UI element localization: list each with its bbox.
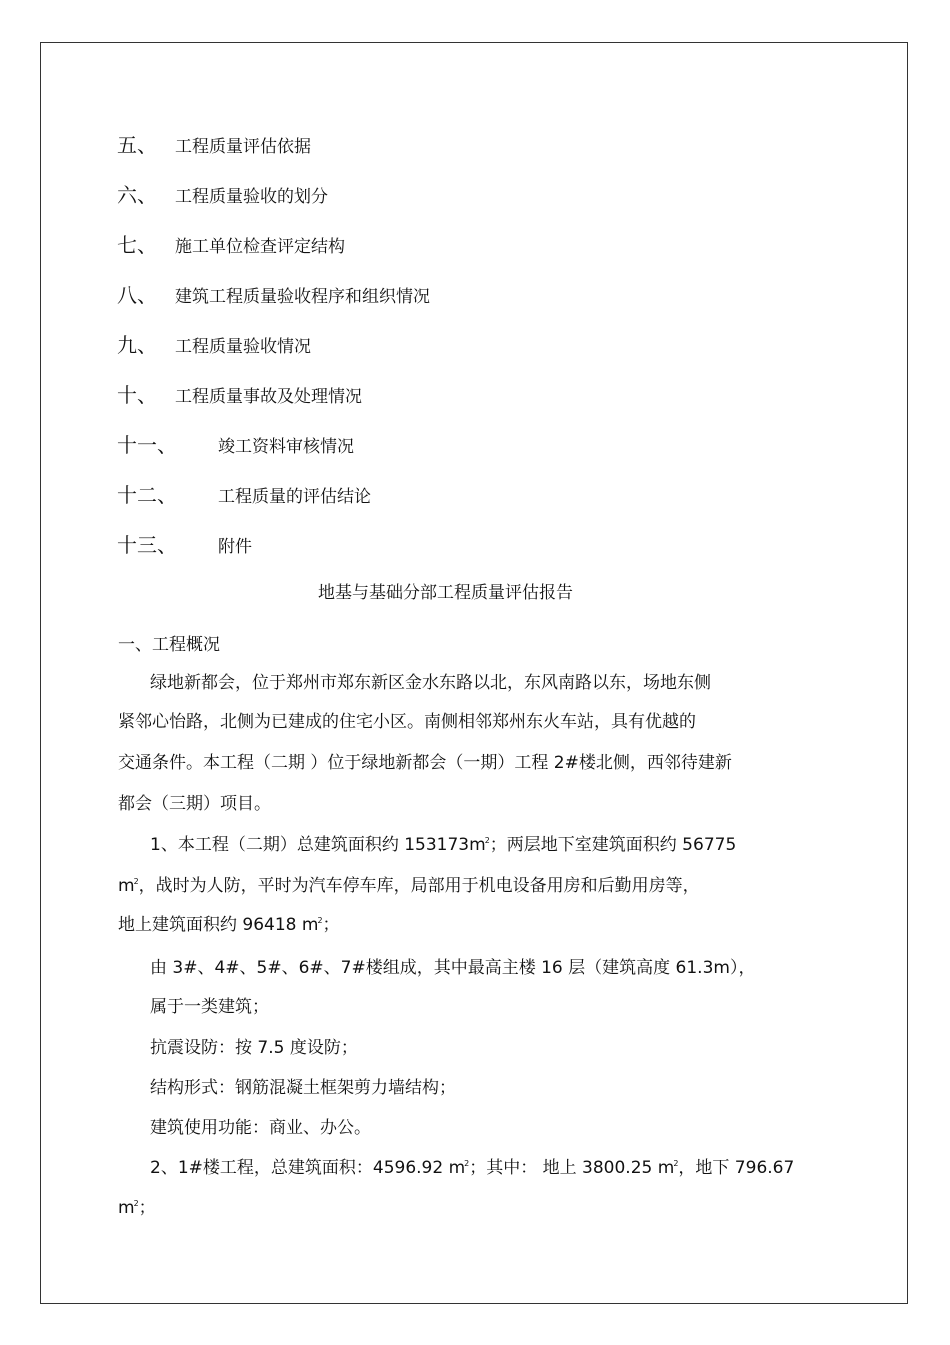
toc-number: 十三、: [117, 533, 177, 557]
item2-above-text: ；其中： 地上 3800.25 m: [469, 1158, 675, 1178]
superscript: 2: [464, 1159, 470, 1168]
item1-above-ground-text: 地上建筑面积约 96418 m: [118, 915, 319, 935]
paragraph-line: [118, 914, 340, 936]
toc-number: 七、: [117, 233, 157, 257]
toc-label: 工程质量验收的划分: [175, 187, 328, 207]
paragraph-line: 绿地新都会，位于郑州市郑东新区金水东路以北，东风南路以东，场地东侧: [150, 673, 711, 693]
paragraph-line: [118, 875, 700, 897]
toc-number: 五、: [117, 133, 157, 157]
punctuation: ；: [322, 915, 340, 935]
toc-number: 八、: [117, 283, 157, 307]
toc-label: 竣工资料审核情况: [218, 437, 354, 457]
structure-line: 结构形式：钢筋混凝土框架剪力墙结构；: [150, 1078, 456, 1098]
paragraph-line: 都会（三期）项目。: [118, 794, 271, 814]
paragraph-line: [150, 834, 736, 856]
toc-label: 工程质量事故及处理情况: [175, 387, 362, 407]
toc-label: 附件: [218, 537, 252, 557]
toc-number: 六、: [117, 183, 157, 207]
item1-basement-text: ；两层地下室建筑面积约 56775: [489, 835, 737, 855]
unit-m: m: [118, 1198, 135, 1218]
superscript: 2: [317, 916, 323, 925]
section-heading: 一、工程概况: [118, 635, 220, 655]
superscript: 2: [673, 1159, 679, 1168]
paragraph-line: [118, 1197, 156, 1219]
item2-below-text: ，地下 796.67: [678, 1158, 795, 1178]
toc-number: 十二、: [117, 483, 177, 507]
toc-label: 建筑工程质量验收程序和组织情况: [175, 287, 430, 307]
toc-label: 施工单位检查评定结构: [175, 237, 345, 257]
superscript: 2: [133, 1199, 139, 1208]
superscript: 2: [484, 836, 490, 845]
function-line: 建筑使用功能：商业、办公。: [150, 1118, 371, 1138]
report-title: 地基与基础分部工程质量评估报告: [318, 583, 573, 603]
toc-number: 十一、: [117, 433, 177, 457]
toc-label: 工程质量的评估结论: [218, 487, 371, 507]
punctuation: ；: [138, 1198, 156, 1218]
category-line: 属于一类建筑；: [150, 997, 269, 1017]
paragraph-line: [150, 1157, 794, 1179]
paragraph-line: 交通条件。本工程（二期 ）位于绿地新都会（一期）工程 2#楼北侧，西邻待建新: [118, 753, 732, 773]
superscript: 2: [133, 877, 139, 886]
paragraph-line: 紧邻心怡路，北侧为已建成的住宅小区。南侧相邻郑州东火车站，具有优越的: [118, 712, 696, 732]
toc-label: 工程质量验收情况: [175, 337, 311, 357]
toc-number: 九、: [117, 333, 157, 357]
toc-number: 十、: [117, 383, 157, 407]
item2-total-text: 2、1#楼工程，总建筑面积：4596.92 m: [150, 1158, 466, 1178]
unit-m: m: [118, 876, 135, 896]
composition-line: 由 3#、4#、5#、6#、7#楼组成，其中最高主楼 16 层（建筑高度 61.3m），: [150, 958, 756, 978]
toc-label: 工程质量评估依据: [175, 137, 311, 157]
seismic-line: 抗震设防：按 7.5 度设防；: [150, 1038, 358, 1058]
item1-usage-text: ，战时为人防，平时为汽车停车库，局部用于机电设备用房和后勤用房等，: [138, 876, 700, 896]
item1-area-text: 1、本工程（二期）总建筑面积约 153173m: [150, 835, 486, 855]
